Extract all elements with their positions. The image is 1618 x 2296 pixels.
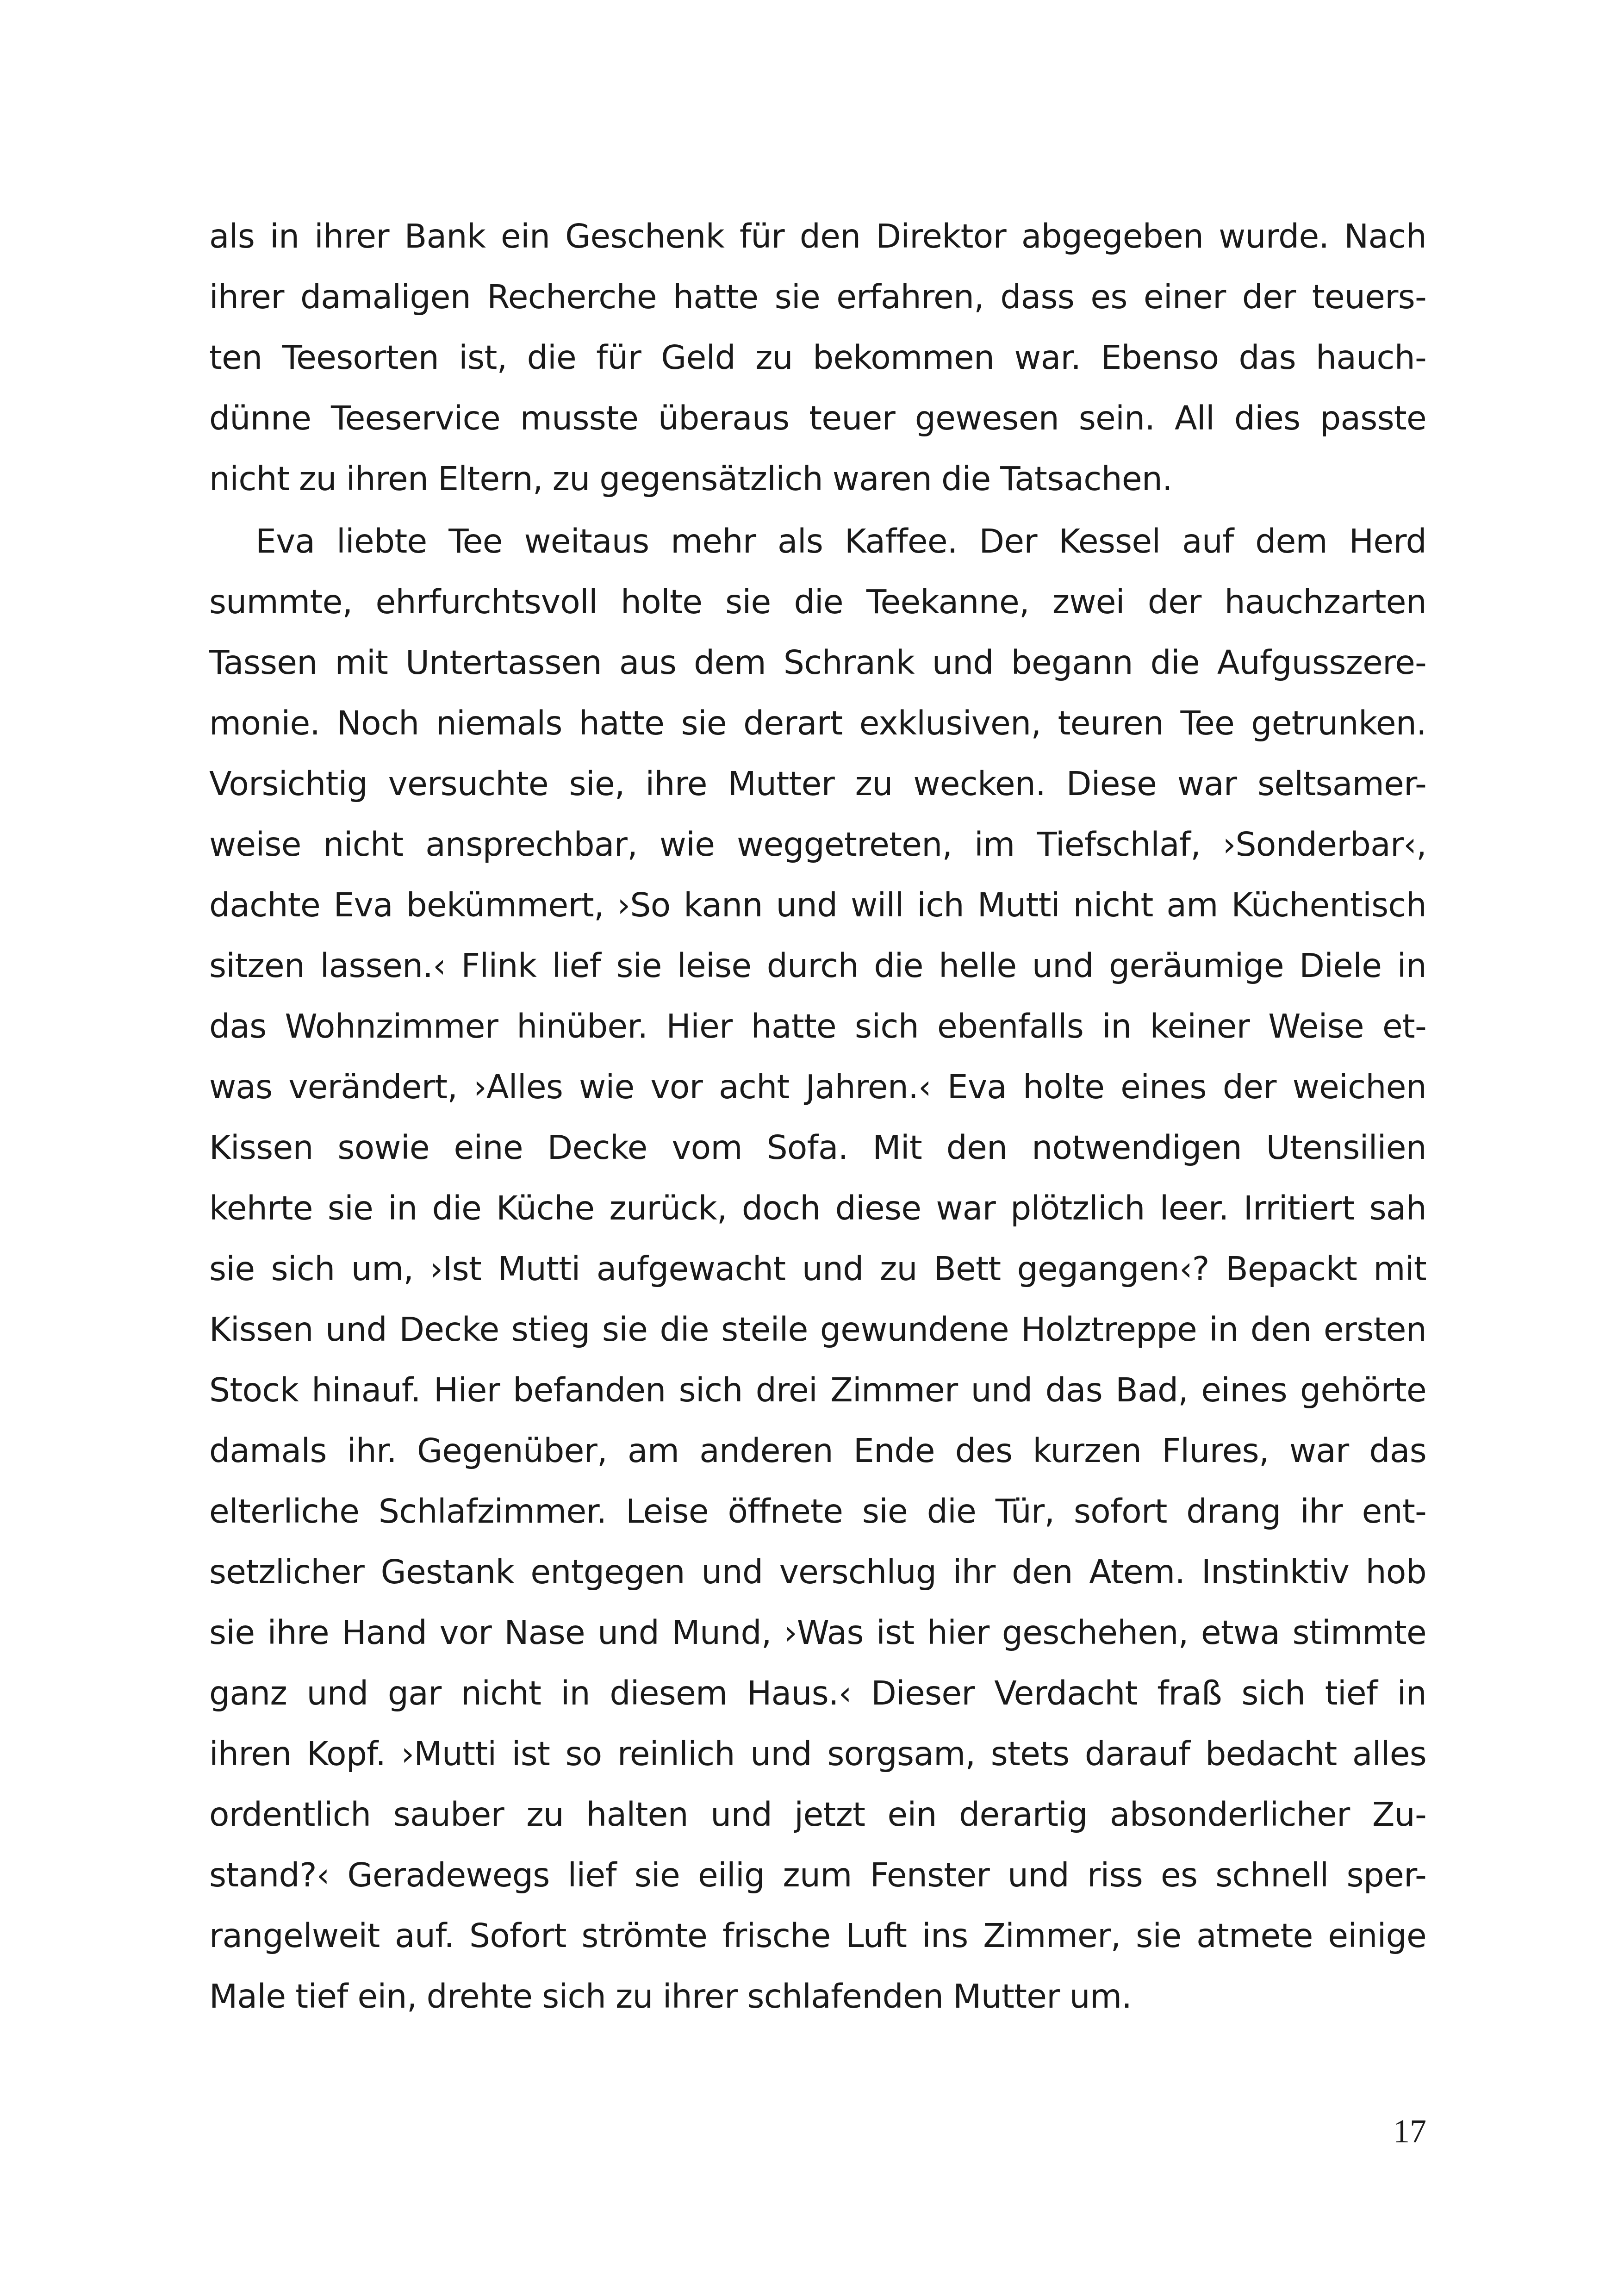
text-line: damals ihr. Gegenüber, am anderen Ende des kurzen Flures, war das [209,1431,1426,1470]
text-line: stand?‹ Geradewegs lief sie eilig zum Fenster und riss es schnell sper- [209,1856,1426,1894]
text-line: setzlicher Gestank entgegen und verschlug ihr den Atem. Instinktiv hob [209,1553,1426,1591]
text-line: rangelweit auf. Sofort strömte frische Luft ins Zimmer, sie atmete einige [209,1916,1426,1955]
text-line: nicht zu ihren Eltern, zu gegensätzlich waren die Tatsachen. [209,460,1173,498]
text-line: dachte Eva bekümmert, ›So kann und will ich Mutti nicht am Küchentisch [209,886,1426,924]
text-line: Male tief ein, drehte sich zu ihrer schlafenden Mutter um. [209,1977,1132,2016]
text-line: Tassen mit Untertassen aus dem Schrank und begann die Aufgusszere- [209,643,1426,682]
text-line: ihrer damaligen Recherche hatte sie erfahren, dass es einer der teuers- [209,278,1426,316]
text-line: als in ihrer Bank ein Geschenk für den Direktor abgegeben wurde. Nach [209,217,1426,255]
body-text [209,206,1426,2027]
text-line: Eva liebte Tee weitaus mehr als Kaffee. Der Kessel auf dem Herd [255,522,1426,560]
text-line: dünne Teeservice musste überaus teuer gewesen sein. All dies passte [209,399,1426,437]
page-number: 17 [1393,2113,1426,2150]
text-line: ganz und gar nicht in diesem Haus.‹ Dieser Verdacht fraß sich tief in [209,1674,1426,1712]
text-line: summte, ehrfurchtsvoll holte sie die Teekanne, zwei der hauchzarten [209,583,1426,621]
text-line: was verändert, ›Alles wie vor acht Jahren.‹ Eva holte eines der weichen [209,1068,1426,1106]
text-line: ihren Kopf. ›Mutti ist so reinlich und sorgsam, stets darauf bedacht alles [209,1735,1426,1773]
text-line: Vorsichtig versuchte sie, ihre Mutter zu wecken. Diese war seltsamer- [209,765,1426,803]
text-line: ten Teesorten ist, die für Geld zu bekommen war. Ebenso das hauch- [209,338,1426,377]
text-line: monie. Noch niemals hatte sie derart exklusiven, teuren Tee getrunken. [209,704,1426,742]
text-line: weise nicht ansprechbar, wie weggetreten, im Tiefschlaf, ›Sonderbar‹, [209,825,1426,864]
text-line: kehrte sie in die Küche zurück, doch diese war plötzlich leer. Irritiert sah [209,1189,1426,1227]
text-line: ordentlich sauber zu halten und jetzt ein derartig absonderlicher Zu- [209,1795,1426,1834]
text-line: sie sich um, ›Ist Mutti aufgewacht und zu Bett gegangen‹? Bepackt mit [209,1250,1426,1288]
text-line: elterliche Schlafzimmer. Leise öffnete sie die Tür, sofort drang ihr ent- [209,1492,1426,1531]
text-line: Kissen und Decke stieg sie die steile gewundene Holztreppe in den ersten [209,1310,1426,1349]
text-line: Stock hinauf. Hier befanden sich drei Zimmer und das Bad, eines gehörte [209,1371,1426,1409]
text-line: das Wohnzimmer hinüber. Hier hatte sich ebenfalls in keiner Weise et- [209,1007,1426,1045]
text-line: sie ihre Hand vor Nase und Mund, ›Was ist hier geschehen, etwa stimmte [209,1613,1426,1652]
text-line: sitzen lassen.‹ Flink lief sie leise durch die helle und geräumige Diele in [209,946,1426,985]
text-line: Kissen sowie eine Decke vom Sofa. Mit den notwendigen Utensilien [209,1128,1426,1167]
